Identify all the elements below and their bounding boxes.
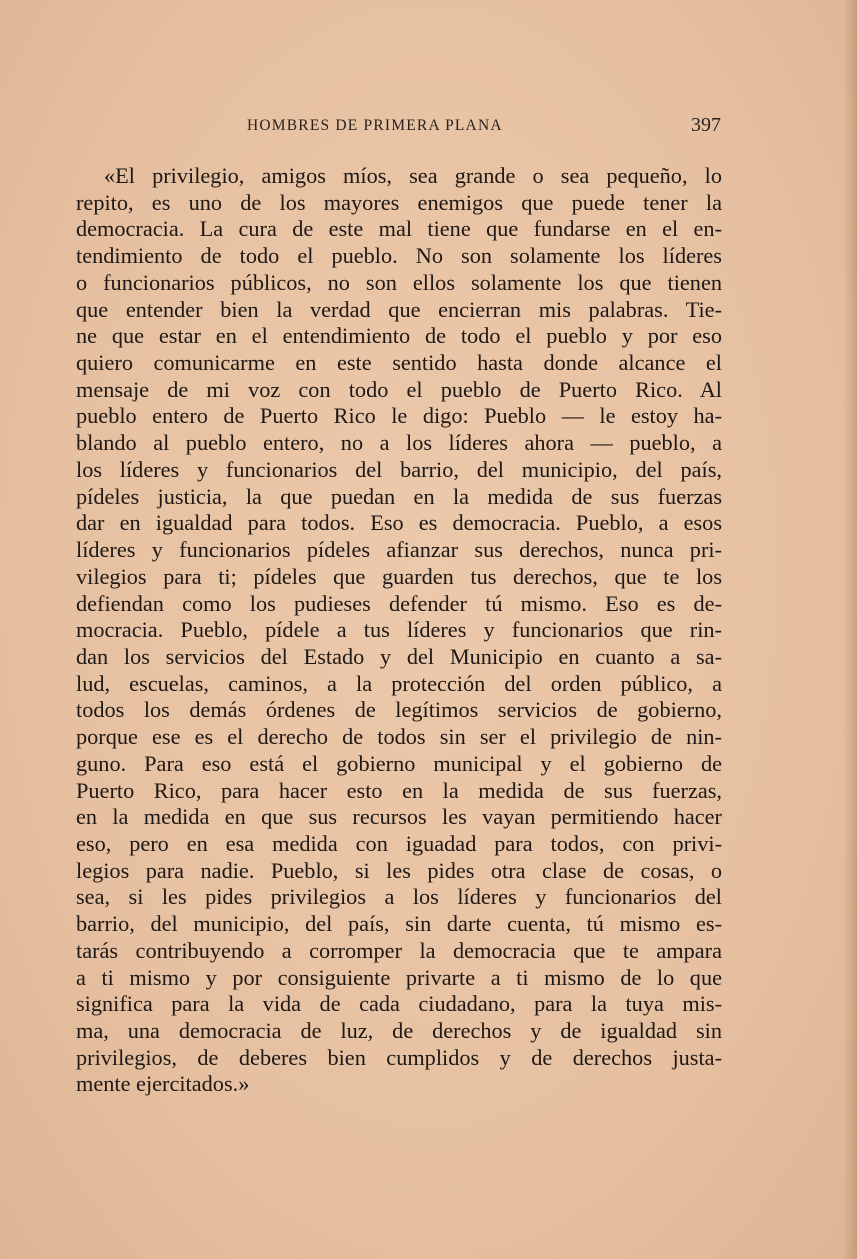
page-number: 397: [691, 114, 721, 136]
text-line: los líderes y funcionarios del barrio, del municipio, del país,: [76, 456, 722, 482]
text-line: a ti mismo y por consiguiente privarte a ti mismo de lo que: [76, 964, 722, 990]
running-title: HOMBRES DE PRIMERA PLANA: [247, 117, 503, 134]
body-paragraph: [76, 163, 722, 1098]
text-line: todos los demás órdenes de legítimos servicios de gobierno,: [76, 697, 722, 723]
text-line: democracia. La cura de este mal tiene que fundarse en el en-: [76, 216, 722, 242]
text-line: pueblo entero de Puerto Rico le digo: Pueblo — le estoy ha-: [76, 403, 722, 429]
page-edge-shadow: [843, 0, 857, 1259]
text-line: repito, es uno de los mayores enemigos que puede tener la: [76, 189, 722, 215]
text-line: lud, escuelas, caminos, a la protección del orden público, a: [76, 670, 722, 696]
text-line: legios para nadie. Pueblo, si les pides otra clase de cosas, o: [76, 857, 722, 883]
text-line: tarás contribuyendo a corromper la democracia que te ampara: [76, 937, 722, 963]
text-line: blando al pueblo entero, no a los líderes ahora — pueblo, a: [76, 430, 722, 456]
text-line: vilegios para ti; pídeles que guarden tus derechos, que te los: [76, 563, 722, 589]
text-line: mocracia. Pueblo, pídele a tus líderes y funcionarios que rin-: [76, 617, 722, 643]
text-line: dan los servicios del Estado y del Municipio en cuanto a sa-: [76, 643, 722, 669]
text-line: dar en igualdad para todos. Eso es democracia. Pueblo, a esos: [76, 510, 722, 536]
text-line: ma, una democracia de luz, de derechos y de igualdad sin: [76, 1018, 722, 1043]
text-line: mensaje de mi voz con todo el pueblo de Puerto Rico. Al: [76, 376, 722, 402]
text-line: ne que estar en el entendimiento de todo el pueblo y por eso: [76, 323, 722, 349]
text-line: mente ejercitados.»: [76, 1071, 250, 1097]
page-header: [247, 114, 721, 139]
text-line: sea, si les pides privilegios a los líderes y funcionarios del: [76, 884, 722, 910]
text-line: pídeles justicia, la que puedan en la medida de sus fuerzas: [76, 483, 722, 509]
text-line: porque ese es el derecho de todos sin ser el privilegio de nin-: [76, 724, 722, 750]
text-line: guno. Para eso está el gobierno municipal y el gobierno de: [76, 750, 722, 776]
text-line: «El privilegio, amigos míos, sea grande o sea pequeño, lo: [104, 163, 722, 188]
text-line: en la medida en que sus recursos les vayan permitiendo hacer: [76, 804, 722, 830]
text-line: privilegios, de deberes bien cumplidos y de derechos justa-: [76, 1044, 722, 1070]
text-line: defiendan como los pudieses defender tú mismo. Eso es de-: [76, 590, 722, 616]
text-line: quiero comunicarme en este sentido hasta donde alcance el: [76, 350, 722, 376]
text-line: líderes y funcionarios pídeles afianzar sus derechos, nunca pri-: [76, 537, 722, 563]
text-line: o funcionarios públicos, no son ellos solamente los que tienen: [76, 269, 722, 295]
text-line: tendimiento de todo el pueblo. No son solamente los líderes: [76, 243, 722, 269]
text-line: Puerto Rico, para hacer esto en la medida de sus fuerzas,: [76, 777, 722, 803]
text-line: eso, pero en esa medida con iguadad para todos, con privi-: [76, 830, 722, 856]
text-line: barrio, del municipio, del país, sin darte cuenta, tú mismo es-: [76, 911, 722, 937]
text-line: que entender bien la verdad que encierran mis palabras. Tie-: [76, 296, 722, 322]
text-line: significa para la vida de cada ciudadano, para la tuya mis-: [76, 991, 722, 1017]
